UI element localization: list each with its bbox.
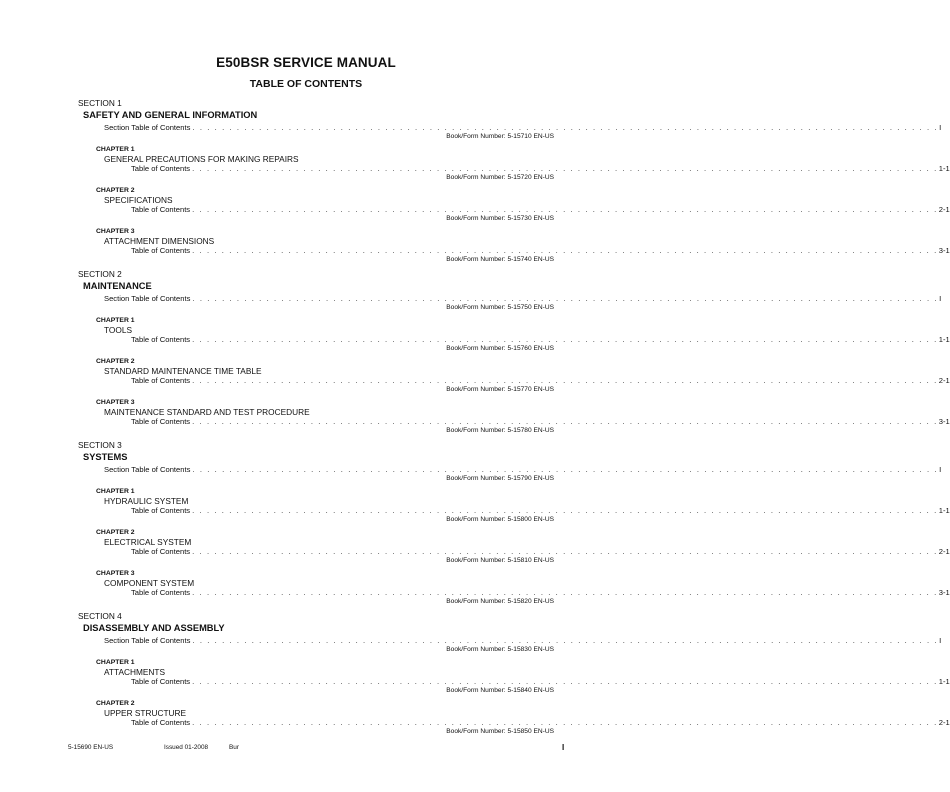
toc-entry[interactable] bbox=[104, 123, 942, 133]
toc-entry-label: Table of Contents bbox=[131, 335, 191, 344]
chapter-label: CHAPTER 2 bbox=[96, 700, 135, 707]
toc-entry-label: Table of Contents bbox=[131, 588, 191, 597]
dot-leader: . . . . . . . . . . . . . . . . . . . . . . . . . . . . . . . . . . . . . . . . . . . . . . . . . . . . . . . . . . . . . . . . . . . . . . . . . . . . . . . . . . . . . . . . . . . . . . . . . . . . . bbox=[192, 588, 938, 597]
dot-leader: . . . . . . . . . . . . . . . . . . . . . . . . . . . . . . . . . . . . . . . . . . . . . . . . . . . . . . . . . . . . . . . . . . . . . . . . . . . . . . . . . . . . . . . . . . . . . . . . . . . . . bbox=[192, 506, 938, 515]
toc-entry-label: Table of Contents bbox=[131, 417, 191, 426]
chapter-title: UPPER STRUCTURE bbox=[104, 708, 187, 718]
chapter-label: CHAPTER 3 bbox=[96, 228, 135, 235]
toc-entry[interactable] bbox=[131, 417, 950, 427]
book-form-number: Book/Form Number: 5-15830 EN-US bbox=[446, 646, 554, 653]
toc-entry[interactable] bbox=[131, 718, 950, 728]
chapter-title: STANDARD MAINTENANCE TIME TABLE bbox=[104, 366, 262, 376]
toc-section bbox=[78, 98, 950, 264]
dot-leader: . . . . . . . . . . . . . . . . . . . . . . . . . . . . . . . . . . . . . . . . . . . . . . . . . . . . . . . . . . . . . . . . . . . . . . . . . . . . . . . . . . . . . . . . . . . . . . . . . . . . . bbox=[192, 636, 939, 645]
book-form-number: Book/Form Number: 5-15820 EN-US bbox=[446, 598, 554, 605]
dot-leader: . . . . . . . . . . . . . . . . . . . . . . . . . . . . . . . . . . . . . . . . . . . . . . . . . . . . . . . . . . . . . . . . . . . . . . . . . . . . . . . . . . . . . . . . . . . . . . . . . . . . . bbox=[192, 547, 938, 556]
book-form-number: Book/Form Number: 5-15790 EN-US bbox=[446, 475, 554, 482]
section-title: SAFETY AND GENERAL INFORMATION bbox=[83, 110, 258, 120]
chapter-title: GENERAL PRECAUTIONS FOR MAKING REPAIRS bbox=[104, 154, 299, 164]
chapter-title: ATTACHMENTS bbox=[104, 667, 165, 677]
footer-doc-number: 5-15690 EN-US bbox=[68, 744, 114, 751]
toc-entry-label: Table of Contents bbox=[131, 376, 191, 385]
dot-leader: . . . . . . . . . . . . . . . . . . . . . . . . . . . . . . . . . . . . . . . . . . . . . . . . . . . . . . . . . . . . . . . . . . . . . . . . . . . . . . . . . . . . . . . . . . . . . . . . . . . . . bbox=[192, 417, 938, 426]
toc-entry[interactable] bbox=[104, 636, 942, 646]
toc-chapter bbox=[78, 227, 950, 264]
toc-page-number: 2-1 bbox=[938, 376, 950, 385]
dot-leader: . . . . . . . . . . . . . . . . . . . . . . . . . . . . . . . . . . . . . . . . . . . . . . . . . . . . . . . . . . . . . . . . . . . . . . . . . . . . . . . . . . . . . . . . . . . . . . . . . . . . . bbox=[192, 335, 938, 344]
toc-chapter bbox=[78, 398, 950, 435]
book-form-number: Book/Form Number: 5-15720 EN-US bbox=[446, 174, 554, 181]
toc-section bbox=[78, 611, 950, 736]
toc-entry-label: Table of Contents bbox=[131, 164, 191, 173]
dot-leader: . . . . . . . . . . . . . . . . . . . . . . . . . . . . . . . . . . . . . . . . . . . . . . . . . . . . . . . . . . . . . . . . . . . . . . . . . . . . . . . . . . . . . . . . . . . . . . . . . . . . . bbox=[192, 718, 938, 727]
toc-page-number: 1-1 bbox=[938, 506, 950, 515]
book-form-number: Book/Form Number: 5-15760 EN-US bbox=[446, 345, 554, 352]
dot-leader: . . . . . . . . . . . . . . . . . . . . . . . . . . . . . . . . . . . . . . . . . . . . . . . . . . . . . . . . . . . . . . . . . . . . . . . . . . . . . . . . . . . . . . . . . . . . . . . . . . . . . bbox=[192, 376, 938, 385]
dot-leader: . . . . . . . . . . . . . . . . . . . . . . . . . . . . . . . . . . . . . . . . . . . . . . . . . . . . . . . . . . . . . . . . . . . . . . . . . . . . . . . . . . . . . . . . . . . . . . . . . . . . . bbox=[192, 246, 938, 255]
book-form-number: Book/Form Number: 5-15770 EN-US bbox=[446, 386, 554, 393]
book-form-number: Book/Form Number: 5-15740 EN-US bbox=[446, 256, 554, 263]
chapter-label: CHAPTER 1 bbox=[96, 146, 135, 153]
book-form-number: Book/Form Number: 5-15810 EN-US bbox=[446, 557, 554, 564]
toc-page-number: 3-1 bbox=[938, 246, 950, 255]
toc-entry[interactable] bbox=[131, 205, 950, 215]
toc-entry-label: Section Table of Contents bbox=[104, 123, 191, 132]
toc-page-number: I bbox=[939, 294, 942, 303]
book-form-number: Book/Form Number: 5-15780 EN-US bbox=[446, 427, 554, 434]
book-form-number: Book/Form Number: 5-15730 EN-US bbox=[446, 215, 554, 222]
chapter-title: ATTACHMENT DIMENSIONS bbox=[104, 236, 215, 246]
chapter-label: CHAPTER 1 bbox=[96, 488, 135, 495]
toc-section bbox=[78, 269, 950, 435]
toc-entry-label: Section Table of Contents bbox=[104, 294, 191, 303]
chapter-label: CHAPTER 2 bbox=[96, 529, 135, 536]
chapter-title: SPECIFICATIONS bbox=[104, 195, 173, 205]
toc-section bbox=[78, 440, 950, 606]
toc-entry[interactable] bbox=[104, 465, 942, 475]
toc-entry[interactable] bbox=[104, 294, 942, 304]
chapter-title: TOOLS bbox=[104, 325, 132, 335]
dot-leader: . . . . . . . . . . . . . . . . . . . . . . . . . . . . . . . . . . . . . . . . . . . . . . . . . . . . . . . . . . . . . . . . . . . . . . . . . . . . . . . . . . . . . . . . . . . . . . . . . . . . . bbox=[192, 677, 938, 686]
chapter-label: CHAPTER 2 bbox=[96, 187, 135, 194]
toc-entry[interactable] bbox=[131, 588, 950, 598]
toc-page-number: 1-1 bbox=[938, 164, 950, 173]
document-title: E50BSR SERVICE MANUAL bbox=[216, 55, 396, 70]
toc-entry-label: Table of Contents bbox=[131, 677, 191, 686]
dot-leader: . . . . . . . . . . . . . . . . . . . . . . . . . . . . . . . . . . . . . . . . . . . . . . . . . . . . . . . . . . . . . . . . . . . . . . . . . . . . . . . . . . . . . . . . . . . . . . . . . . . . . bbox=[192, 465, 939, 474]
toc-entry[interactable] bbox=[131, 506, 950, 516]
footer-page-number: I bbox=[562, 743, 565, 752]
toc-chapter bbox=[78, 316, 950, 353]
toc-entry-label: Table of Contents bbox=[131, 718, 191, 727]
toc-entry-label: Table of Contents bbox=[131, 547, 191, 556]
toc-entry-label: Section Table of Contents bbox=[104, 465, 191, 474]
toc-page-number: 2-1 bbox=[938, 205, 950, 214]
toc-entry[interactable] bbox=[131, 376, 950, 386]
toc-chapter bbox=[78, 145, 950, 182]
toc-chapter bbox=[78, 658, 950, 695]
book-form-number: Book/Form Number: 5-15840 EN-US bbox=[446, 687, 554, 694]
toc-page-number: I bbox=[939, 465, 942, 474]
toc-entry[interactable] bbox=[131, 335, 950, 345]
toc-page-number: 1-1 bbox=[938, 335, 950, 344]
section-label: SECTION 3 bbox=[78, 440, 122, 450]
toc-page-number: 2-1 bbox=[938, 718, 950, 727]
dot-leader: . . . . . . . . . . . . . . . . . . . . . . . . . . . . . . . . . . . . . . . . . . . . . . . . . . . . . . . . . . . . . . . . . . . . . . . . . . . . . . . . . . . . . . . . . . . . . . . . . . . . . bbox=[192, 205, 938, 214]
toc-chapter bbox=[78, 487, 950, 524]
toc-entry-label: Table of Contents bbox=[131, 506, 191, 515]
document-subtitle: TABLE OF CONTENTS bbox=[249, 78, 363, 90]
footer-region: Bur bbox=[229, 744, 239, 751]
book-form-number: Book/Form Number: 5-15750 EN-US bbox=[446, 304, 554, 311]
footer-issued: Issued 01-2008 bbox=[164, 744, 209, 751]
toc-chapter bbox=[78, 357, 950, 394]
toc-chapter bbox=[78, 699, 950, 736]
section-label: SECTION 4 bbox=[78, 611, 122, 621]
chapter-label: CHAPTER 2 bbox=[96, 358, 135, 365]
toc-page-number: 3-1 bbox=[938, 588, 950, 597]
toc-entry[interactable] bbox=[131, 677, 950, 687]
dot-leader: . . . . . . . . . . . . . . . . . . . . . . . . . . . . . . . . . . . . . . . . . . . . . . . . . . . . . . . . . . . . . . . . . . . . . . . . . . . . . . . . . . . . . . . . . . . . . . . . . . . . . bbox=[192, 164, 938, 173]
toc-entry[interactable] bbox=[131, 246, 950, 256]
toc-entry[interactable] bbox=[131, 164, 950, 174]
section-title: DISASSEMBLY AND ASSEMBLY bbox=[83, 623, 225, 633]
dot-leader: . . . . . . . . . . . . . . . . . . . . . . . . . . . . . . . . . . . . . . . . . . . . . . . . . . . . . . . . . . . . . . . . . . . . . . . . . . . . . . . . . . . . . . . . . . . . . . . . . . . . . bbox=[192, 294, 939, 303]
toc-page-number: 1-1 bbox=[938, 677, 950, 686]
chapter-title: COMPONENT SYSTEM bbox=[104, 578, 195, 588]
toc-page-number: I bbox=[939, 636, 942, 645]
toc-entry-label: Section Table of Contents bbox=[104, 636, 191, 645]
book-form-number: Book/Form Number: 5-15850 EN-US bbox=[446, 728, 554, 735]
toc-entry-label: Table of Contents bbox=[131, 205, 191, 214]
chapter-label: CHAPTER 1 bbox=[96, 659, 135, 666]
section-title: SYSTEMS bbox=[83, 452, 128, 462]
section-title: MAINTENANCE bbox=[83, 281, 152, 291]
chapter-title: ELECTRICAL SYSTEM bbox=[104, 537, 192, 547]
toc-chapter bbox=[78, 186, 950, 223]
toc-chapter bbox=[78, 569, 950, 606]
book-form-number: Book/Form Number: 5-15710 EN-US bbox=[446, 133, 554, 140]
section-label: SECTION 2 bbox=[78, 269, 122, 279]
toc-page-number: I bbox=[939, 123, 942, 132]
chapter-label: CHAPTER 3 bbox=[96, 570, 135, 577]
chapter-label: CHAPTER 1 bbox=[96, 317, 135, 324]
dot-leader: . . . . . . . . . . . . . . . . . . . . . . . . . . . . . . . . . . . . . . . . . . . . . . . . . . . . . . . . . . . . . . . . . . . . . . . . . . . . . . . . . . . . . . . . . . . . . . . . . . . . . bbox=[192, 123, 939, 132]
chapter-label: CHAPTER 3 bbox=[96, 399, 135, 406]
chapter-title: MAINTENANCE STANDARD AND TEST PROCEDURE bbox=[104, 407, 310, 417]
section-label: SECTION 1 bbox=[78, 98, 122, 108]
book-form-number: Book/Form Number: 5-15800 EN-US bbox=[446, 516, 554, 523]
toc-chapter bbox=[78, 528, 950, 565]
chapter-title: HYDRAULIC SYSTEM bbox=[104, 496, 189, 506]
toc-entry-label: Table of Contents bbox=[131, 246, 191, 255]
toc-entry[interactable] bbox=[131, 547, 950, 557]
toc-page-number: 3-1 bbox=[938, 417, 950, 426]
toc-page-number: 2-1 bbox=[938, 547, 950, 556]
table-of-contents bbox=[78, 98, 950, 736]
